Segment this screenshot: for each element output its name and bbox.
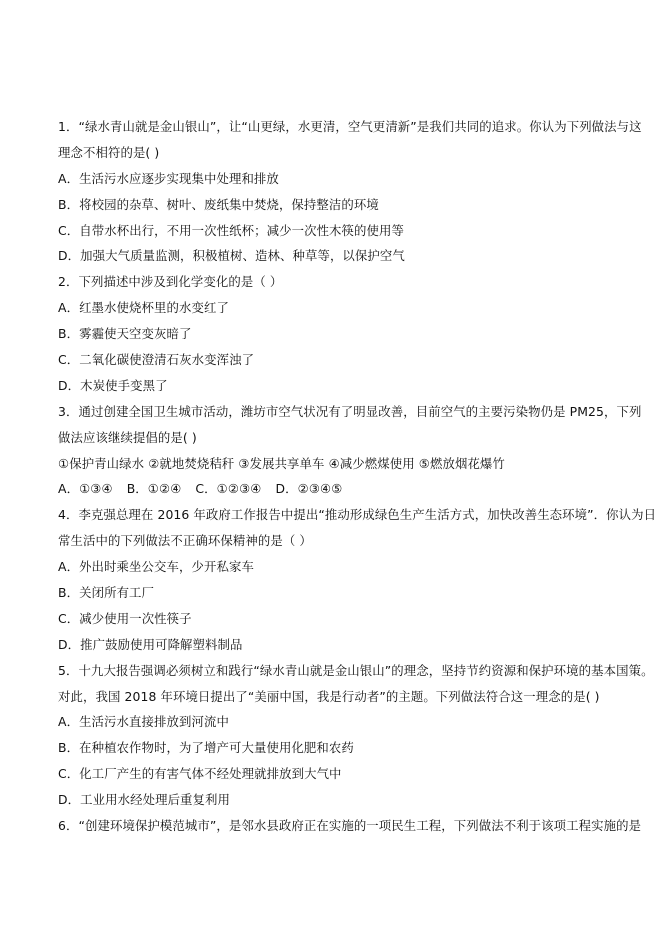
question-3 <box>58 399 642 503</box>
question-2-option-b: B．雾霾使天空变灰暗了 <box>58 326 192 342</box>
question-4-stem-line-2: 常生活中的下列做法不正确环保精神的是（ ） <box>58 533 312 549</box>
question-1-option-d: D．加强大气质量监测，积极植树、造林、种草等，以保护空气 <box>58 248 405 264</box>
question-4-option-c: C．减少使用一次性筷子 <box>58 610 192 626</box>
question-4-option-b: B．关闭所有工厂 <box>58 585 155 601</box>
question-2-stem-line-1: 2．下列描述中涉及到化学变化的是（ ） <box>58 274 283 290</box>
question-2-option-a: A．红墨水使烧杯里的水变红了 <box>58 300 229 316</box>
question-5-stem-line-2: 对此，我国 2018 年环境日提出了“美丽中国，我是行动者”的主题。下列做法符合这一理念的是( ) <box>58 688 600 704</box>
question-3-stem-line-1: 3．通过创建全国卫生城市活动，潍坊市空气状况有了明显改善，目前空气的主要污染物仍是 PM25，下列 <box>58 403 642 419</box>
question-1-option-b: B．将校园的杂草、树叶、废纸集中焚烧，保持整洁的环境 <box>58 196 379 212</box>
question-1 <box>58 114 642 269</box>
question-3-stem-line-3: ①保护青山绿水 ②就地焚烧秸秆 ③发展共享单车 ④减少燃煤使用 ⑤燃放烟花爆竹 <box>58 455 505 471</box>
question-3-option-c: C．①②③④ <box>195 481 262 497</box>
question-5-stem-line-1: 5．十九大报告强调必须树立和践行“绿水青山就是金山银山”的理念，坚持节约资源和保护环境的基本国策。 <box>58 662 654 678</box>
question-2-option-d: D．木炭使手变黑了 <box>58 377 168 393</box>
question-3-option-d: D．②③④⑤ <box>275 481 343 497</box>
question-5-option-b: B．在种植农作物时，为了增产可大量使用化肥和农药 <box>58 740 354 756</box>
question-5 <box>58 658 654 813</box>
question-4-option-a: A．外出时乘坐公交车，少开私家车 <box>58 559 254 575</box>
question-4 <box>58 502 657 657</box>
question-2 <box>58 269 618 398</box>
question-3-option-a: A．①③④ <box>58 481 113 497</box>
question-1-stem-line-2: 理念不相符的是( ) <box>58 144 160 160</box>
question-1-stem-line-1: 1．“绿水青山就是金山银山”，让“山更绿，水更清，空气更清新”是我们共同的追求。你认为下列做法与这 <box>58 119 642 134</box>
question-5-option-c: C．化工厂产生的有害气体不经处理就排放到大气中 <box>58 766 342 782</box>
question-4-option-d: D．推广鼓励使用可降解塑料制品 <box>58 636 243 652</box>
question-2-option-c: C．二氧化碳使澄清石灰水变浑浊了 <box>58 352 255 368</box>
question-3-option-b: B．①②④ <box>126 481 182 497</box>
question-4-stem-line-1: 4．李克强总理在 2016 年政府工作报告中提出“推动形成绿色生产生活方式，加快改善生态环境”．你认为日 <box>58 507 657 523</box>
question-1-option-a: A．生活污水应逐步实现集中处理和排放 <box>58 170 279 186</box>
question-5-option-d: D．工业用水经处理后重复利用 <box>58 792 231 808</box>
question-1-option-c: C．自带水杯出行，不用一次性纸杯；减少一次性木筷的使用等 <box>58 222 404 238</box>
question-6 <box>58 813 642 839</box>
question-3-stem-line-2: 做法应该继续提倡的是( ) <box>58 429 197 445</box>
question-6-stem-line-1: 6．“创建环境保护模范城市”，是邻水县政府正在实施的一项民生工程，下列做法不利于该项工程实施的是 <box>58 818 642 834</box>
question-5-option-a: A．生活污水直接排放到河流中 <box>58 714 229 730</box>
question-list <box>58 114 657 839</box>
question-3-options-row <box>58 476 618 502</box>
